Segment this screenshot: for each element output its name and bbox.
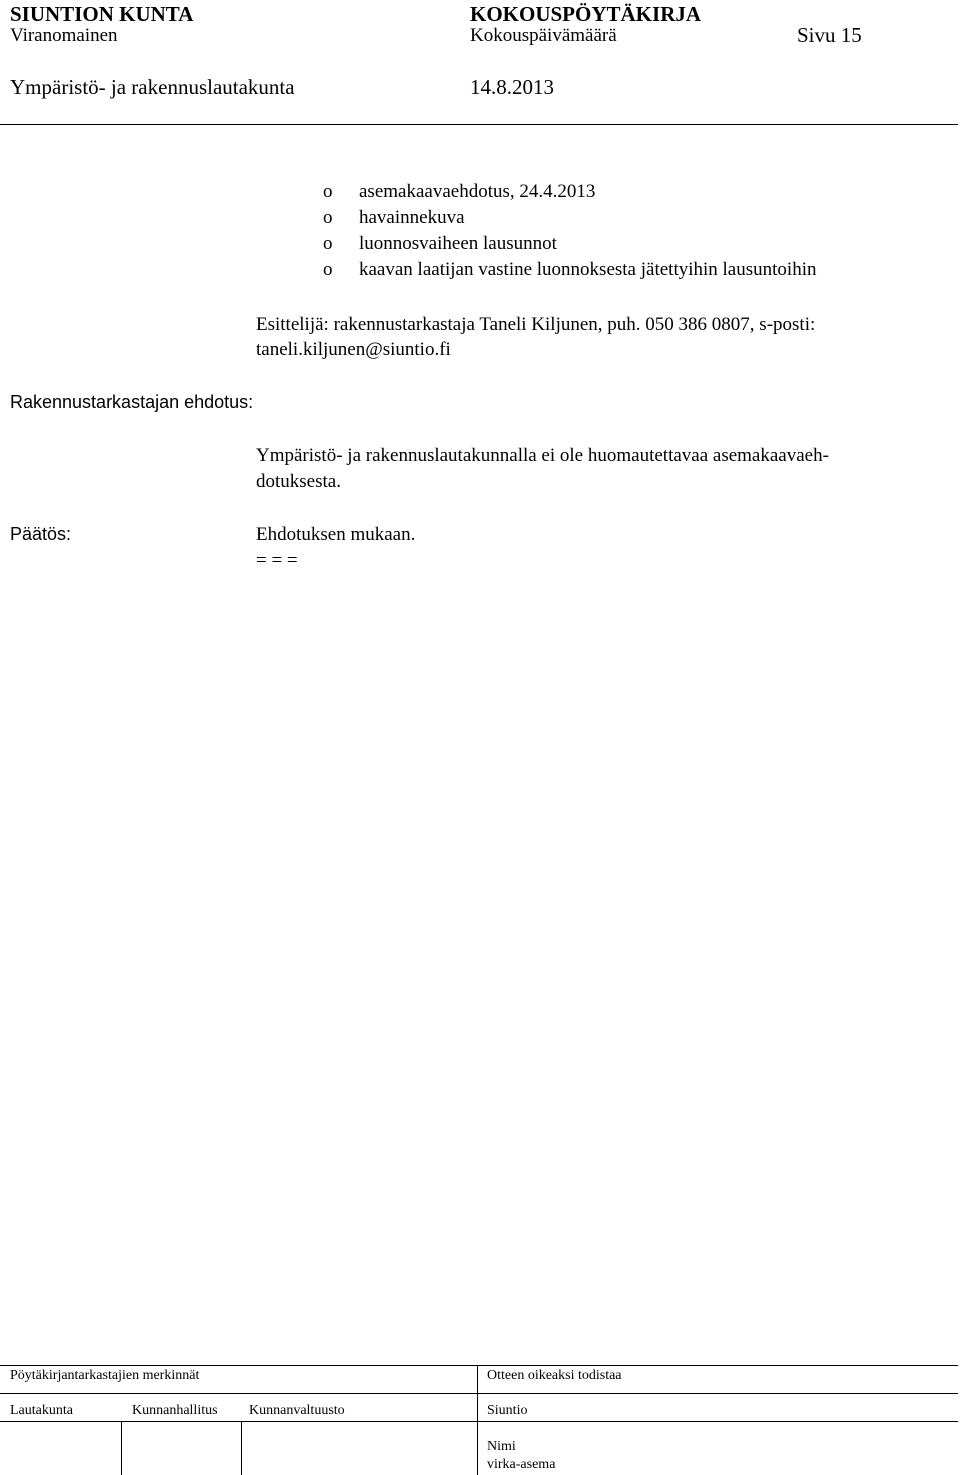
authority-name: Ympäristö- ja rakennuslautakunta <box>10 75 295 99</box>
name-label: Nimi <box>487 1439 516 1454</box>
decision-label: Päätös: <box>10 524 72 544</box>
proposal-text-1: Ympäristö- ja rakennuslautakunnalla ei ole huomautettavaa asemakaavaeh- <box>256 445 829 466</box>
title-label: virka-asema <box>487 1457 556 1472</box>
proposal-label: Rakennustarkastajan ehdotus: <box>10 392 254 412</box>
presenter-email: taneli.kiljunen@siuntio.fi <box>256 339 451 360</box>
footer-top-rule <box>0 1365 958 1366</box>
list-item: luonnosvaiheen lausunnot <box>359 233 557 254</box>
list-bullet: o <box>323 181 333 202</box>
presenter-line-1: Esittelijä: rakennustarkastaja Taneli Kiljunen, puh. 050 386 0807, s-posti: <box>256 314 816 335</box>
header-divider <box>0 124 958 125</box>
footer-column-rule <box>477 1365 478 1475</box>
document-type: KOKOUSPÖYTÄKIRJA <box>470 2 702 26</box>
footer-row-rule <box>0 1421 958 1422</box>
proposal-text-2: dotuksesta. <box>256 471 341 492</box>
meeting-date: 14.8.2013 <box>470 75 554 99</box>
footer-column-rule <box>121 1421 122 1475</box>
certify-label: Otteen oikeaksi todistaa <box>487 1368 622 1383</box>
list-item: asemakaavaehdotus, 24.4.2013 <box>359 181 596 202</box>
page-number: Sivu 15 <box>797 23 862 47</box>
list-bullet: o <box>323 207 333 228</box>
list-bullet: o <box>323 233 333 254</box>
list-bullet: o <box>323 259 333 280</box>
reviewers-label: Pöytäkirjantarkastajien merkinnät <box>10 1368 200 1383</box>
list-item: havainnekuva <box>359 207 465 228</box>
org-name: SIUNTION KUNTA <box>10 2 194 26</box>
decision-text: Ehdotuksen mukaan. <box>256 524 416 545</box>
executive-column-label: Kunnanhallitus <box>132 1403 218 1418</box>
end-mark: = = = <box>256 550 298 571</box>
board-column-label: Lautakunta <box>10 1403 73 1418</box>
authority-label: Viranomainen <box>10 25 118 46</box>
footer-row-rule <box>0 1393 958 1394</box>
footer-column-rule <box>241 1421 242 1475</box>
date-label: Kokouspäivämäärä <box>470 25 617 46</box>
place-label: Siuntio <box>487 1403 528 1418</box>
list-item: kaavan laatijan vastine luonnoksesta jätettyihin lausuntoihin <box>359 259 817 280</box>
council-column-label: Kunnanvaltuusto <box>249 1403 345 1418</box>
